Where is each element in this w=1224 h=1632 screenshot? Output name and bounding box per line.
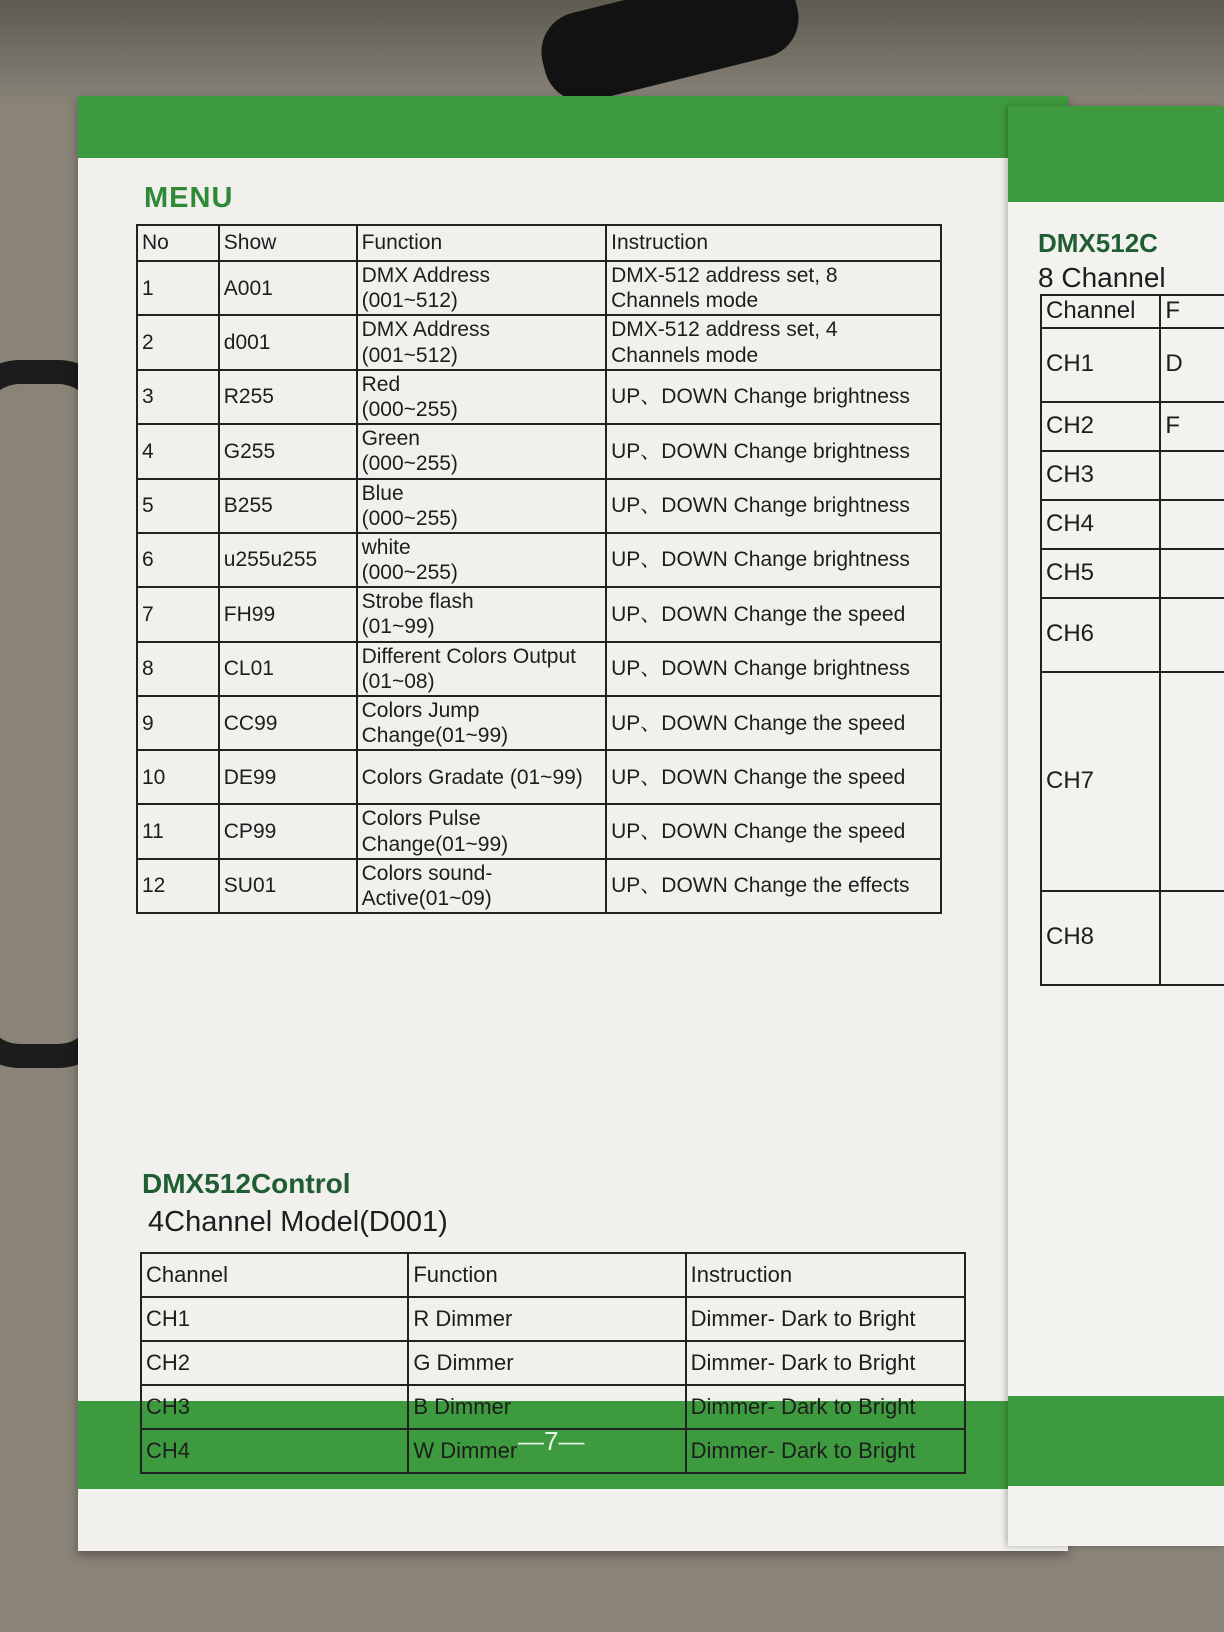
table-row <box>137 533 941 587</box>
cell-function: Different Colors Output (01~08) <box>357 642 607 696</box>
control-title: DMX512Control <box>142 1168 351 1199</box>
table-row <box>137 642 941 696</box>
table-row <box>141 1341 965 1385</box>
header-no: No <box>137 225 219 261</box>
table-header-row <box>1041 295 1224 328</box>
cell-channel: CH8 <box>1041 891 1160 985</box>
cell-show: A001 <box>219 261 357 315</box>
table-row <box>1041 402 1224 451</box>
cell-instruction: DMX-512 address set, 8 Channels mode <box>606 261 941 315</box>
table-row <box>137 696 941 750</box>
cell-no: 6 <box>137 533 219 587</box>
table-row <box>137 261 941 315</box>
cell-instruction: UP、DOWN Change the speed <box>606 587 941 641</box>
cell-function: white (000~255) <box>357 533 607 587</box>
green-header-band <box>1008 106 1224 202</box>
green-footer-band <box>1008 1396 1224 1486</box>
cell-show: u255u255 <box>219 533 357 587</box>
right-channel-table <box>1040 294 1224 986</box>
table-row <box>137 587 941 641</box>
cell-function: B Dimmer <box>408 1385 685 1429</box>
cell-function <box>1160 672 1224 891</box>
header-function: Function <box>357 225 607 261</box>
cell-channel: CH1 <box>141 1297 408 1341</box>
cell-channel: CH7 <box>1041 672 1160 891</box>
cell-function <box>1160 451 1224 500</box>
cell-function: D <box>1160 328 1224 402</box>
header-channel: Channel <box>141 1253 408 1297</box>
cell-show: CL01 <box>219 642 357 696</box>
cell-instruction: Dimmer- Dark to Bright <box>686 1297 965 1341</box>
header-function: Function <box>408 1253 685 1297</box>
cell-show: B255 <box>219 479 357 533</box>
cell-instruction: Dimmer- Dark to Bright <box>686 1385 965 1429</box>
manual-page-right <box>1008 106 1224 1546</box>
green-header-band <box>78 96 1068 158</box>
right-page-subtitle: 8 Channel <box>1038 262 1166 293</box>
cell-show: R255 <box>219 370 357 424</box>
cell-show: CC99 <box>219 696 357 750</box>
cell-instruction: DMX-512 address set, 4 Channels mode <box>606 315 941 369</box>
cell-instruction: Dimmer- Dark to Bright <box>686 1429 965 1473</box>
cell-show: d001 <box>219 315 357 369</box>
header-channel: Channel <box>1041 295 1160 328</box>
table-row <box>137 750 941 804</box>
cell-function: Blue (000~255) <box>357 479 607 533</box>
cell-show: DE99 <box>219 750 357 804</box>
table-row <box>137 479 941 533</box>
cell-function: DMX Address (001~512) <box>357 261 607 315</box>
table-row <box>141 1385 965 1429</box>
cell-function: R Dimmer <box>408 1297 685 1341</box>
cell-function <box>1160 549 1224 598</box>
cell-show: CP99 <box>219 804 357 858</box>
cell-function: DMX Address (001~512) <box>357 315 607 369</box>
cell-no: 2 <box>137 315 219 369</box>
table-row <box>1041 672 1224 891</box>
cell-instruction: UP、DOWN Change brightness <box>606 533 941 587</box>
cell-no: 4 <box>137 424 219 478</box>
cell-no: 9 <box>137 696 219 750</box>
cell-function: Strobe flash (01~99) <box>357 587 607 641</box>
cell-function: Colors Gradate (01~99) <box>357 750 607 804</box>
cell-channel: CH2 <box>141 1341 408 1385</box>
cell-function: Colors sound- Active(01~09) <box>357 859 607 913</box>
table-row <box>1041 500 1224 549</box>
header-instruction: Instruction <box>686 1253 965 1297</box>
cell-no: 7 <box>137 587 219 641</box>
table-row <box>1041 328 1224 402</box>
cell-channel: CH1 <box>1041 328 1160 402</box>
table-row <box>1041 549 1224 598</box>
cell-function <box>1160 500 1224 549</box>
table-row <box>137 424 941 478</box>
table-row <box>137 859 941 913</box>
control-subtitle: 4Channel Model(D001) <box>148 1206 448 1238</box>
cell-show: G255 <box>219 424 357 478</box>
cell-no: 12 <box>137 859 219 913</box>
cell-function: F <box>1160 402 1224 451</box>
manual-page-left <box>78 96 1068 1551</box>
cell-function: Colors Pulse Change(01~99) <box>357 804 607 858</box>
cell-instruction: UP、DOWN Change brightness <box>606 479 941 533</box>
cell-function: Colors Jump Change(01~99) <box>357 696 607 750</box>
header-show: Show <box>219 225 357 261</box>
cell-no: 10 <box>137 750 219 804</box>
cell-no: 8 <box>137 642 219 696</box>
cell-instruction: Dimmer- Dark to Bright <box>686 1341 965 1385</box>
table-row <box>137 370 941 424</box>
cell-instruction: UP、DOWN Change the speed <box>606 804 941 858</box>
menu-table <box>136 224 942 914</box>
table-header-row <box>141 1253 965 1297</box>
table-row <box>1041 451 1224 500</box>
header-function: F <box>1160 295 1224 328</box>
cell-no: 11 <box>137 804 219 858</box>
cell-no: 1 <box>137 261 219 315</box>
cell-instruction: UP、DOWN Change the speed <box>606 750 941 804</box>
cell-show: SU01 <box>219 859 357 913</box>
cell-function: G Dimmer <box>408 1341 685 1385</box>
menu-title: MENU <box>144 182 234 214</box>
cell-channel: CH4 <box>141 1429 408 1473</box>
table-row <box>137 804 941 858</box>
table-row <box>137 315 941 369</box>
table-header-row <box>137 225 941 261</box>
cell-channel: CH6 <box>1041 598 1160 672</box>
cell-function: Red (000~255) <box>357 370 607 424</box>
right-page-title: DMX512C <box>1038 228 1158 258</box>
cell-function: Green (000~255) <box>357 424 607 478</box>
cell-show: FH99 <box>219 587 357 641</box>
cell-no: 5 <box>137 479 219 533</box>
table-row <box>1041 891 1224 985</box>
cell-channel: CH2 <box>1041 402 1160 451</box>
cell-channel: CH3 <box>1041 451 1160 500</box>
cell-function: W Dimmer <box>408 1429 685 1473</box>
cell-channel: CH5 <box>1041 549 1160 598</box>
page-number: —7— <box>518 1426 585 1456</box>
table-row <box>141 1297 965 1341</box>
header-instruction: Instruction <box>606 225 941 261</box>
cell-function <box>1160 891 1224 985</box>
cell-channel: CH3 <box>141 1385 408 1429</box>
cell-no: 3 <box>137 370 219 424</box>
cell-instruction: UP、DOWN Change the speed <box>606 696 941 750</box>
cell-instruction: UP、DOWN Change brightness <box>606 642 941 696</box>
table-row <box>1041 598 1224 672</box>
cell-channel: CH4 <box>1041 500 1160 549</box>
cell-function <box>1160 598 1224 672</box>
cell-instruction: UP、DOWN Change brightness <box>606 370 941 424</box>
cell-instruction: UP、DOWN Change brightness <box>606 424 941 478</box>
cell-instruction: UP、DOWN Change the effects <box>606 859 941 913</box>
